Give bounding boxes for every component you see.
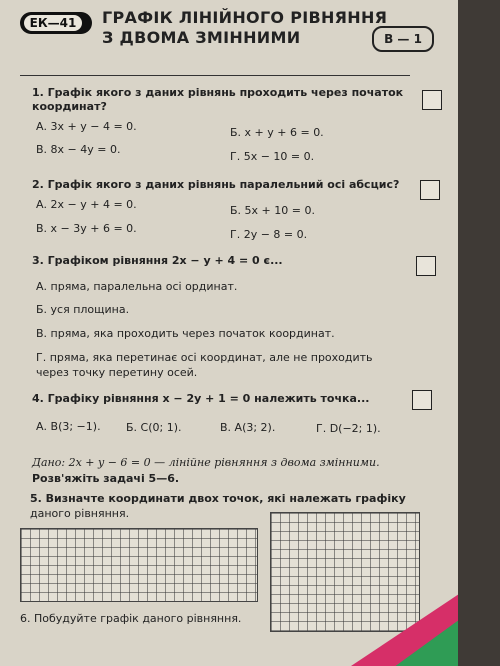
- q4-option-g[interactable]: Г. D(−2; 1).: [316, 422, 381, 435]
- q1-option-a[interactable]: А. 3x + y − 4 = 0.: [36, 120, 137, 133]
- q3-option-a[interactable]: А. пряма, паралельна осі ординат.: [36, 280, 238, 293]
- question-4-label: 4. Графіку рівняння x − 2y + 1 = 0 належить точка...: [32, 392, 370, 405]
- q3-option-g-line-1[interactable]: Г. пряма, яка перетинає осі координат, але не проходить: [36, 351, 373, 364]
- q3-option-b[interactable]: Б. уся площина.: [36, 303, 130, 316]
- header: [20, 6, 440, 56]
- q3-option-v[interactable]: В. пряма, яка проходить через початок координат.: [36, 327, 335, 340]
- given-line-1: Дано: 2x + y − 6 = 0 — лінійне рівняння з двома змінними.: [32, 456, 380, 469]
- q1-option-g[interactable]: Г. 5x − 10 = 0.: [230, 150, 315, 163]
- answer-box-3[interactable]: [416, 256, 436, 276]
- question-5-text: [30, 492, 410, 506]
- lesson-code: ЕК—41: [24, 15, 82, 31]
- question-3-label: 3. Графіком рівняння 2x − y + 4 = 0 є...: [32, 254, 283, 267]
- answer-box-1[interactable]: [422, 90, 442, 110]
- given-instructions: Розв'яжіть задачі 5—6.: [32, 472, 180, 485]
- question-3-text: [32, 254, 412, 268]
- title-line-2: З ДВОМА ЗМІННИМИ: [102, 28, 301, 47]
- question-1-text: [32, 86, 412, 114]
- book-spine-shadow: [458, 0, 500, 666]
- page-title: [102, 8, 387, 48]
- question-5-line-1: 5. Визначте координати двох точок, які належать графіку: [30, 492, 406, 505]
- q4-option-v[interactable]: В. A(3; 2).: [220, 421, 276, 434]
- question-5-line-2: даного рівняння.: [30, 507, 130, 520]
- q2-option-a[interactable]: А. 2x − y + 4 = 0.: [36, 198, 137, 211]
- question-2-text: [32, 178, 412, 192]
- question-4-text: [32, 392, 412, 406]
- q2-option-b[interactable]: Б. 5x + 10 = 0.: [230, 204, 315, 217]
- question-6-label: 6. Побудуйте графік даного рівняння.: [20, 612, 242, 625]
- q4-option-a[interactable]: А. B(3; −1).: [36, 420, 101, 433]
- q2-option-g[interactable]: Г. 2y − 8 = 0.: [230, 228, 308, 241]
- lesson-badge: [20, 12, 92, 34]
- q3-option-g-line-2: через точку перетину осей.: [36, 366, 198, 379]
- header-divider: [20, 75, 410, 76]
- answer-box-2[interactable]: [420, 180, 440, 200]
- q2-option-v[interactable]: В. x − 3y + 6 = 0.: [36, 222, 137, 235]
- question-2-label: 2. Графік якого з даних рівнянь паралельний осі абсцис?: [32, 178, 400, 191]
- title-line-1: ГРАФІК ЛІНІЙНОГО РІВНЯННЯ: [102, 8, 388, 27]
- answer-box-4[interactable]: [412, 390, 432, 410]
- given-line-2: [32, 472, 412, 486]
- question-1-label: 1. Графік якого з даних рівнянь проходить через початок координат?: [32, 86, 404, 113]
- q1-option-b[interactable]: Б. x + y + 6 = 0.: [230, 126, 324, 139]
- variant-badge: В — 1: [372, 26, 434, 52]
- q4-option-b[interactable]: Б. C(0; 1).: [126, 421, 182, 434]
- q1-option-v[interactable]: В. 8x − 4y = 0.: [36, 143, 121, 156]
- answer-grid-5[interactable]: [20, 528, 258, 602]
